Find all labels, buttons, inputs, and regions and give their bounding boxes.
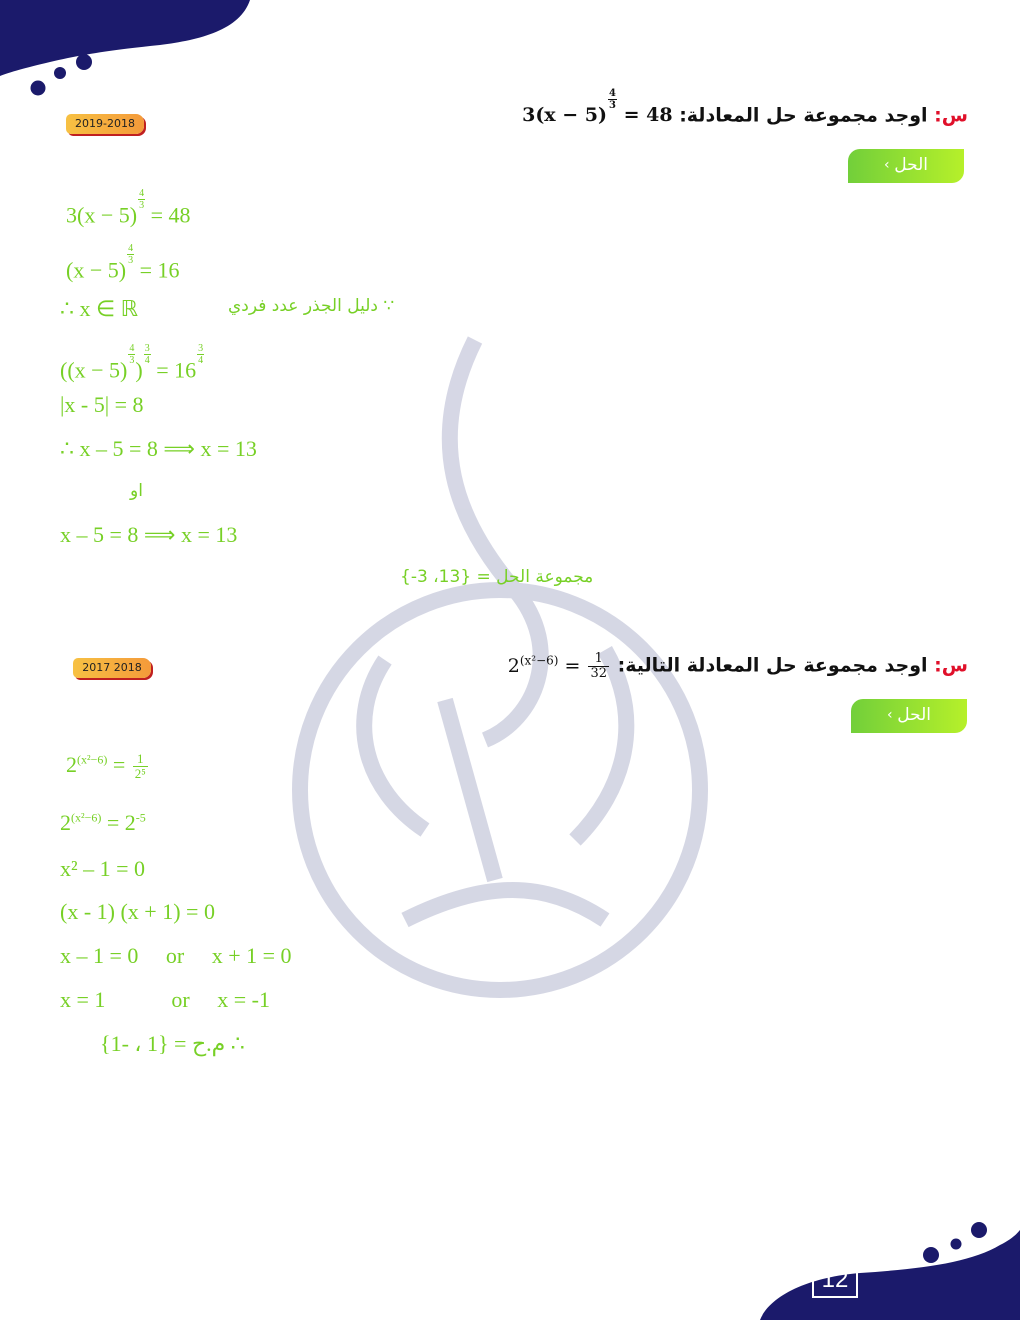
chevron-right-icon: › xyxy=(887,707,893,723)
step-6: ∴ x – 5 = 8 ⟹ x = 13 xyxy=(60,436,257,461)
question-equation: $2^{(x^2-6)}$ = $\frac{1}{32}$ xyxy=(507,651,607,681)
solution-label: الحل xyxy=(897,705,931,725)
question-2 xyxy=(508,652,968,681)
question-text: اوجد مجموعة حل المعادلة: xyxy=(679,104,928,127)
solution-tab[interactable] xyxy=(848,149,964,183)
question-text: اوجد مجموعة حل المعادلة التالية: xyxy=(617,654,928,677)
question-equation: 3(x − 5) $\frac{4}{3}$ = 48 xyxy=(522,88,673,127)
year-badge: 2019-2018 xyxy=(66,114,144,134)
question-label: س: xyxy=(934,104,968,127)
step-3-conclusion: ∴ x ∈ ℝ xyxy=(60,296,139,321)
step-6: x = 1 or x = -1 xyxy=(60,987,270,1012)
step-3-reason: ∵ دليل الجذر عدد فردي xyxy=(228,296,395,316)
page-number: 12 xyxy=(812,1262,858,1298)
solution-label: الحل xyxy=(894,155,928,175)
bottom-right-wave-decoration xyxy=(760,1215,1020,1320)
question-1 xyxy=(522,88,968,127)
year-badge: 2017 2018 xyxy=(73,658,151,678)
step-2: (x − 5) $\frac{4}{3}$ = 16 xyxy=(66,243,180,283)
step-5: x – 1 = 0 or x + 1 = 0 xyxy=(60,943,292,968)
step-2: $2^{(x^2-6)} = 2^{-5}$ xyxy=(60,810,146,835)
solution-set: مجموعة الحل = {13، 3-} xyxy=(400,567,594,587)
solution-tab[interactable] xyxy=(851,699,967,733)
step-4: (x - 1) (x + 1) = 0 xyxy=(60,899,215,924)
question-label: س: xyxy=(934,654,968,677)
step-7-or: او xyxy=(130,481,143,501)
step-1: $2^{(x^2-6)}$ = $\frac{1}{\text{2⁵}}$ xyxy=(66,751,146,782)
step-3: x² – 1 = 0 xyxy=(60,856,146,881)
solution-set: ∴ م.ح = {1 ، -1} xyxy=(100,1031,245,1056)
step-8: x – 5 = 8 ⟹ x = 13 xyxy=(60,522,238,547)
step-4: ((x − 5) $\frac{4}{3}$ ) $\frac{3}{4}$ = 16 $\frac{3}{4}$ xyxy=(60,343,204,383)
top-left-wave-decoration xyxy=(0,0,260,110)
step-5: |x - 5| = 8 xyxy=(60,392,144,417)
step-1: 3(x − 5) $\frac{4}{3}$ = 48 xyxy=(66,188,191,228)
chevron-right-icon: › xyxy=(884,157,890,173)
